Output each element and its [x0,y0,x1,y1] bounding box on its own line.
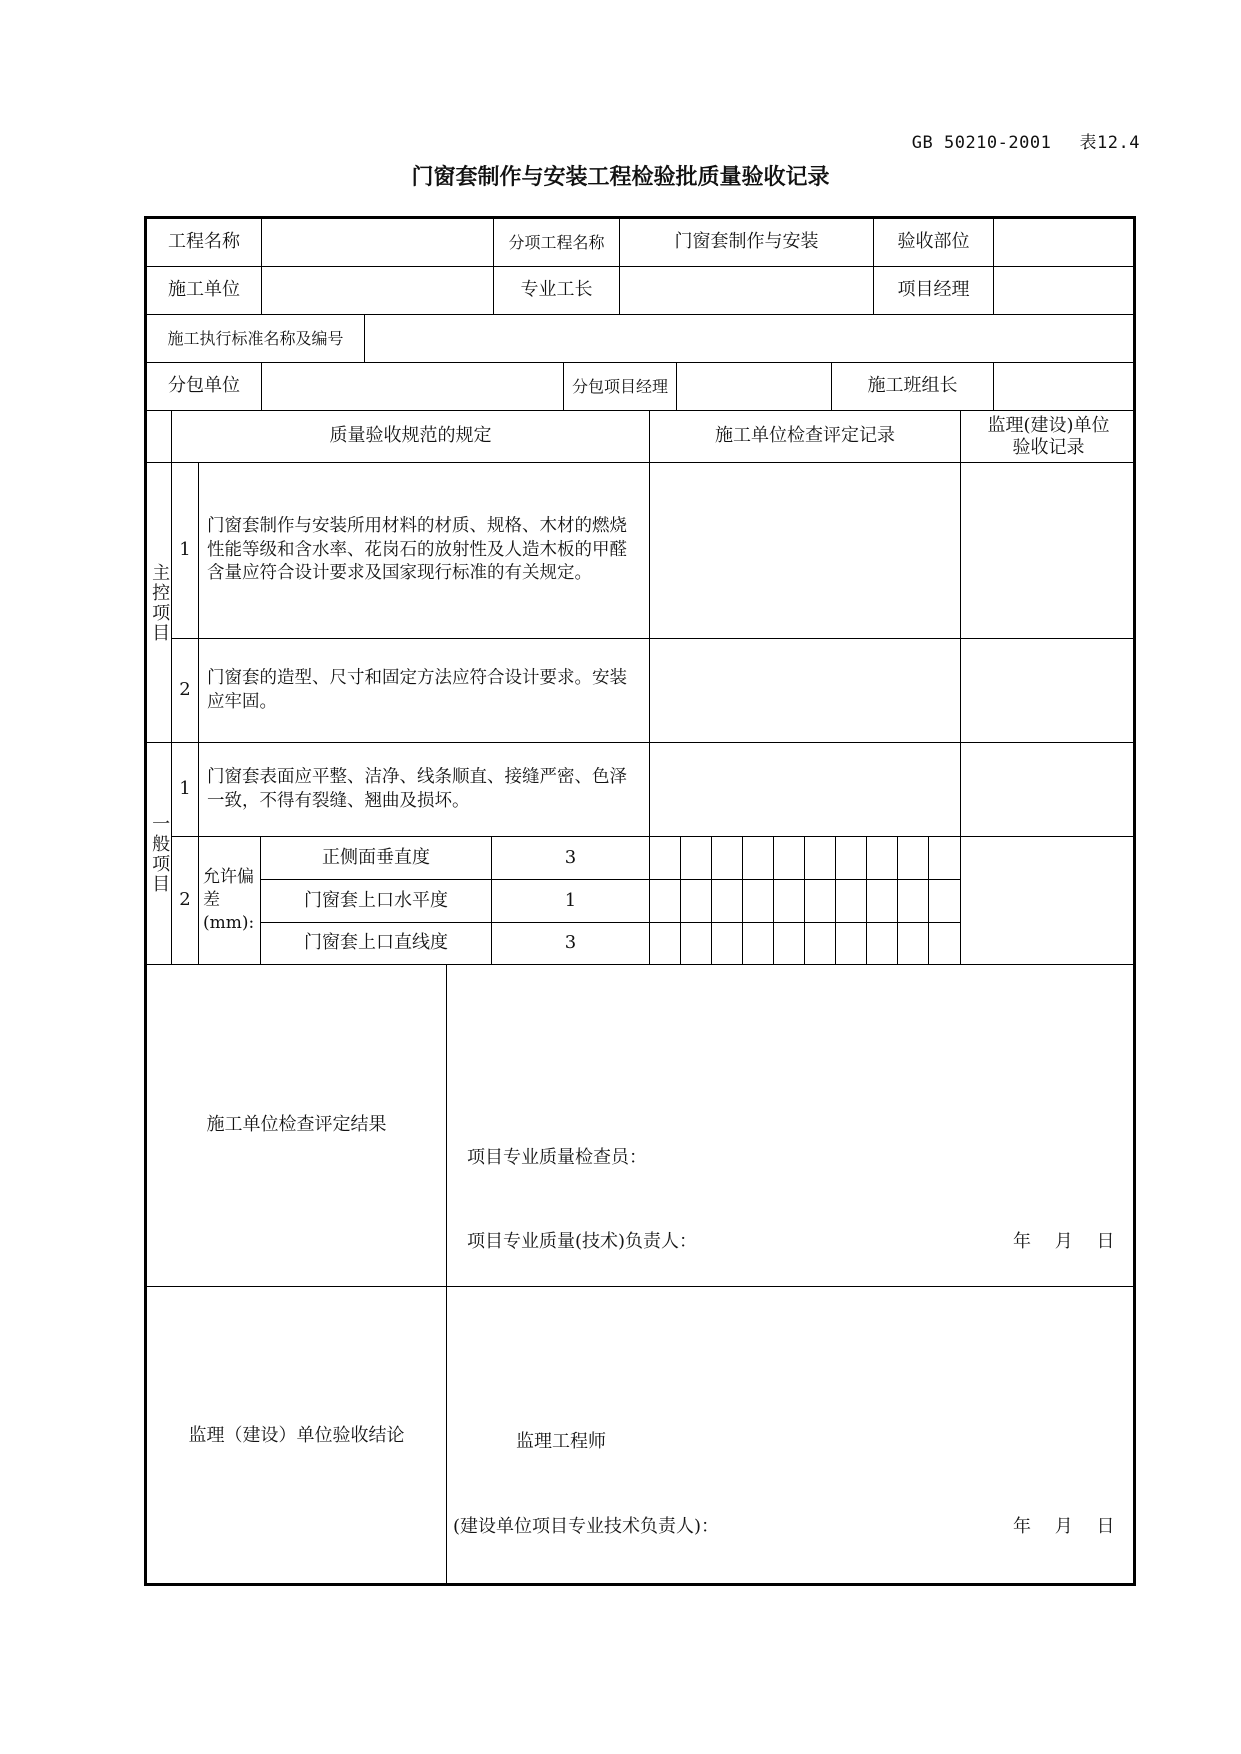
measure-cell[interactable] [712,923,743,965]
sub-project-value: 门窗套制作与安装 [620,219,874,267]
measure-cell[interactable] [650,923,681,965]
engineer-label: 监理工程师 [516,1431,606,1452]
standard-field[interactable] [365,315,1136,363]
measure-cell[interactable] [743,880,774,923]
project-manager-label: 项目经理 [874,267,994,315]
measure-cell[interactable] [867,880,898,923]
measure-cell[interactable] [898,880,929,923]
general-label: 一般项目 [147,743,172,965]
team-leader-label: 施工班组长 [832,363,994,411]
acceptance-form [144,216,1136,1586]
tolerance-name-3: 门窗套上口直线度 [261,923,492,965]
project-name-label: 工程名称 [147,219,262,267]
inspector-label: 项目专业质量检查员： [467,1147,647,1168]
supervision-header-line2: 验收记录 [1012,436,1085,458]
tolerance-value-1: 3 [492,837,650,880]
measure-cell[interactable] [650,880,681,923]
supervision-header-line1: 监理(建设)单位 [987,414,1110,436]
general-item-2-supervision-record[interactable] [961,837,1136,965]
measure-cell[interactable] [867,923,898,965]
acceptance-part-label: 验收部位 [874,219,994,267]
tolerance-name-1: 正侧面垂直度 [261,837,492,880]
acceptance-part-field[interactable] [994,219,1136,267]
main-item-2-text: 门窗套的造型、尺寸和固定方法应符合设计要求。安装应牢固。 [199,639,650,743]
result-date: 年 月 日 [1013,1231,1115,1252]
result-label: 施工单位检查评定结果 [147,965,447,1287]
construction-unit-label: 施工单位 [147,267,262,315]
measure-cell[interactable] [898,923,929,965]
standard-code: GB 50210-2001 表12.4 [911,133,1140,153]
result-responsible-label: 项目专业质量(技术)负责人： [467,1231,698,1252]
main-item-1-supervision-record[interactable] [961,463,1136,639]
main-item-1-no: 1 [172,463,199,639]
measure-cell[interactable] [929,923,961,965]
conclusion-date: 年 月 日 [1013,1516,1115,1537]
tolerance-name-2: 门窗套上口水平度 [261,880,492,923]
tolerance-label: 允许偏差(mm): [199,837,261,965]
sub-project-label: 分项工程名称 [494,219,620,267]
sub-pm-field[interactable] [677,363,832,411]
measure-cell[interactable] [774,923,805,965]
page-title: 门窗套制作与安装工程检验批质量验收记录 [411,165,830,190]
main-item-2-no: 2 [172,639,199,743]
main-item-1-text: 门窗套制作与安装所用材料的材质、规格、木材的燃烧性能等级和含水率、花岗石的放射性及人造木板的甲醛含量应符合设计要求及国家现行标准的有关规定。 [199,463,650,639]
general-item-1-supervision-record[interactable] [961,743,1136,837]
spec-header: 质量验收规范的规定 [172,411,650,463]
measure-cell[interactable] [929,880,961,923]
measure-cell[interactable] [898,837,929,880]
general-item-1-construction-record[interactable] [650,743,961,837]
construction-record-header: 施工单位检查评定记录 [650,411,961,463]
standard-label: 施工执行标准名称及编号 [147,315,365,363]
measure-cell[interactable] [681,923,712,965]
tolerance-value-3: 3 [492,923,650,965]
measure-cell[interactable] [867,837,898,880]
measure-cell[interactable] [774,880,805,923]
foreman-field[interactable] [620,267,874,315]
measure-cell[interactable] [836,923,867,965]
subcontractor-label: 分包单位 [147,363,262,411]
tolerance-value-2: 1 [492,880,650,923]
measure-cell[interactable] [681,837,712,880]
measure-cell[interactable] [743,923,774,965]
measure-cell[interactable] [836,837,867,880]
conclusion-responsible-label: (建设单位项目专业技术负责人)： [453,1516,720,1537]
measure-cell[interactable] [650,837,681,880]
general-item-1-text: 门窗套表面应平整、洁净、线条顺直、接缝严密、色泽一致，不得有裂缝、翘曲及损坏。 [199,743,650,837]
sub-pm-label: 分包项目经理 [564,363,677,411]
measure-cell[interactable] [836,880,867,923]
foreman-label: 专业工长 [494,267,620,315]
main-item-2-construction-record[interactable] [650,639,961,743]
conclusion-label: 监理（建设）单位验收结论 [147,1287,447,1586]
general-item-2-no: 2 [172,837,199,965]
project-manager-field[interactable] [994,267,1136,315]
measure-cell[interactable] [712,837,743,880]
construction-unit-field[interactable] [262,267,494,315]
main-item-1-construction-record[interactable] [650,463,961,639]
measure-cell[interactable] [805,923,836,965]
team-leader-field[interactable] [994,363,1136,411]
measure-cell[interactable] [681,880,712,923]
measure-cell[interactable] [774,837,805,880]
measure-cell[interactable] [929,837,961,880]
supervision-record-header [961,411,1136,463]
measure-cell[interactable] [805,880,836,923]
main-item-2-supervision-record[interactable] [961,639,1136,743]
measure-cell[interactable] [712,880,743,923]
blank-corner [147,411,172,463]
measure-cell[interactable] [743,837,774,880]
general-item-1-no: 1 [172,743,199,837]
subcontractor-field[interactable] [262,363,564,411]
main-control-label: 主控项目 [147,463,172,743]
project-name-field[interactable] [262,219,494,267]
measure-cell[interactable] [805,837,836,880]
